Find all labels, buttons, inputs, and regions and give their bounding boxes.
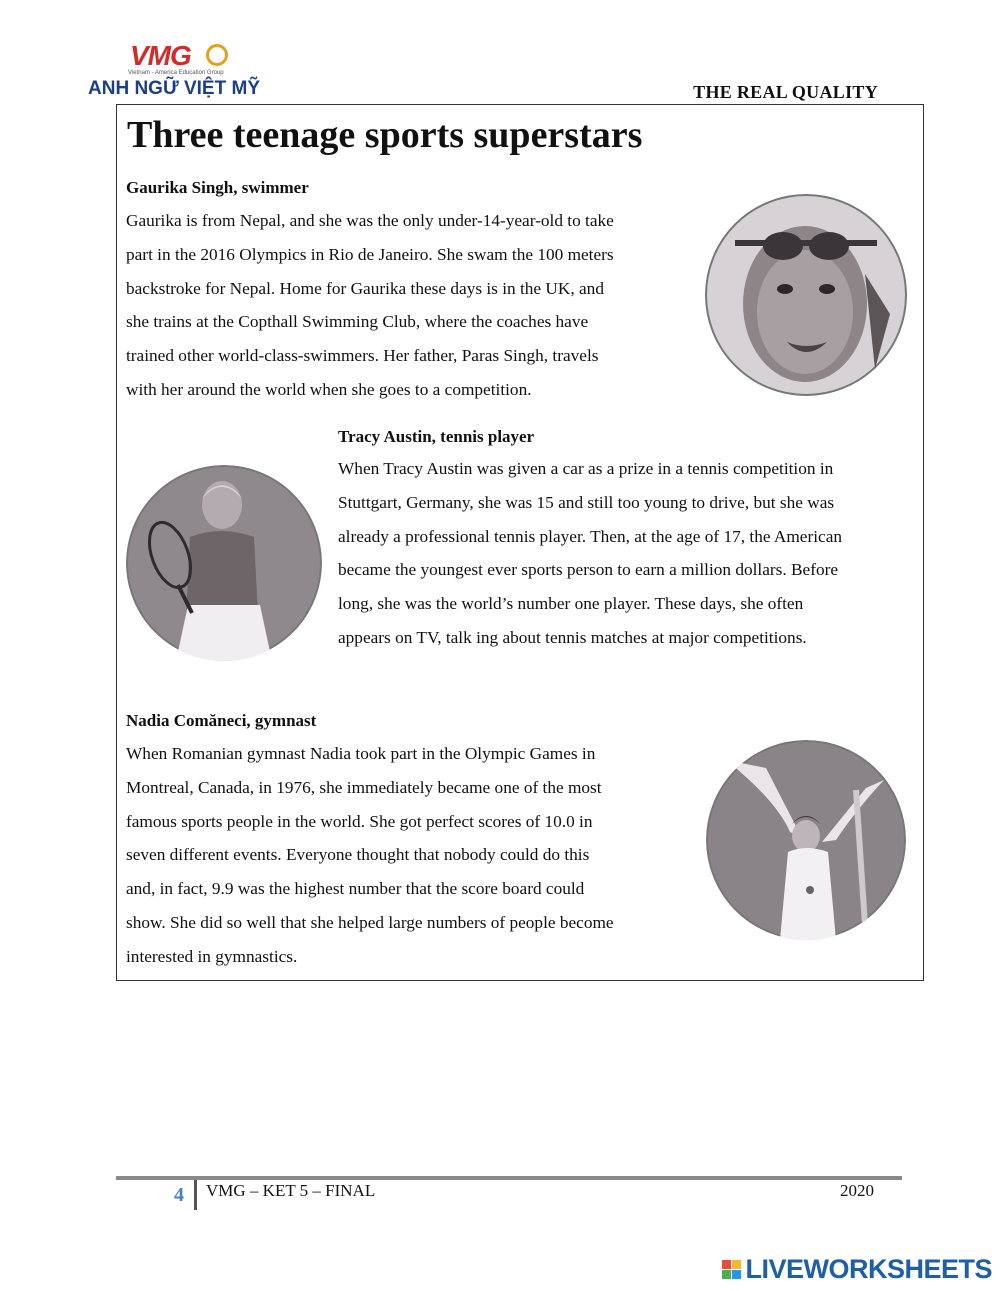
text-line: appears on TV, talk ing about tennis matches at major competitions. [338, 627, 807, 647]
section-body-nadia [126, 737, 702, 974]
liveworksheets-blocks-icon [722, 1260, 741, 1279]
gymnast-illustration [706, 740, 906, 940]
section-heading-tracy: Tracy Austin, tennis player [338, 427, 535, 446]
text-line: trained other world-class-swimmers. Her father, Paras Singh, travels [126, 346, 599, 366]
text-line: Stuttgart, Germany, she was 15 and still too young to drive, but she was [338, 492, 835, 512]
text-line: part in the 2016 Olympics in Rio de Janeiro. She swam the 100 meters [126, 244, 614, 264]
header-slogan: THE REAL QUALITY [693, 82, 878, 102]
photo-tennis-player [126, 465, 322, 661]
footer-text: VMG – KET 5 – FINAL [206, 1181, 376, 1200]
text-line: with her around the world when she goes to a competition. [126, 379, 532, 399]
text-line: When Tracy Austin was given a car as a prize in a tennis competition in [338, 459, 834, 478]
text-line: already a professional tennis player. Then, at the age of 17, the American [338, 526, 843, 546]
swimmer-illustration [705, 194, 907, 396]
text-line: seven different events. Everyone thought that nobody could do this [126, 845, 590, 865]
photo-gymnast [706, 740, 906, 940]
text-line: long, she was the world’s number one player. These days, she often [338, 594, 804, 614]
text-line: interested in gymnastics. [126, 946, 298, 966]
footer-divider [194, 1180, 197, 1210]
footer-year: 2020 [840, 1181, 874, 1200]
article-title: Three teenage sports superstars [127, 114, 643, 156]
vmg-logo [88, 40, 288, 104]
text-line: Gaurika is from Nepal, and she was the only under-14-year-old to take [126, 211, 614, 230]
text-line: When Romanian gymnast Nadia took part in the Olympic Games in [126, 744, 596, 763]
logo-text: VMG [130, 40, 191, 71]
text-line: Montreal, Canada, in 1976, she immediately became one of the most [126, 777, 602, 797]
text-line: show. She did so well that she helped large numbers of people become [126, 912, 614, 932]
logo-subtitle: ANH NGỮ VIỆT MỸ [88, 78, 260, 99]
text-line: became the youngest ever sports person to earn a million dollars. Before [338, 560, 839, 580]
section-body-gaurika [126, 204, 696, 407]
section-heading-gaurika: Gaurika Singh, swimmer [126, 178, 309, 197]
section-heading-nadia: Nadia Comăneci, gymnast [126, 711, 317, 730]
page-number: 4 [174, 1184, 184, 1206]
tennis-illustration [126, 465, 322, 661]
photo-swimmer [705, 194, 907, 396]
section-body-tracy [338, 452, 920, 655]
liveworksheets-logo [722, 1254, 992, 1284]
text-line: she trains at the Copthall Swimming Club, where the coaches have [126, 312, 589, 332]
logo-emblem-icon [206, 44, 228, 66]
text-line: famous sports people in the world. She got perfect scores of 10.0 in [126, 811, 593, 831]
liveworksheets-text: LIVEWORKSHEETS [745, 1253, 992, 1284]
footer-rule [116, 1176, 902, 1180]
article-box [116, 104, 924, 981]
text-line: and, in fact, 9.9 was the highest number that the score board could [126, 879, 585, 899]
text-line: backstroke for Nepal. Home for Gaurika these days is in the UK, and [126, 278, 604, 298]
logo-tagline: Vietnam - America Education Group [128, 70, 224, 76]
